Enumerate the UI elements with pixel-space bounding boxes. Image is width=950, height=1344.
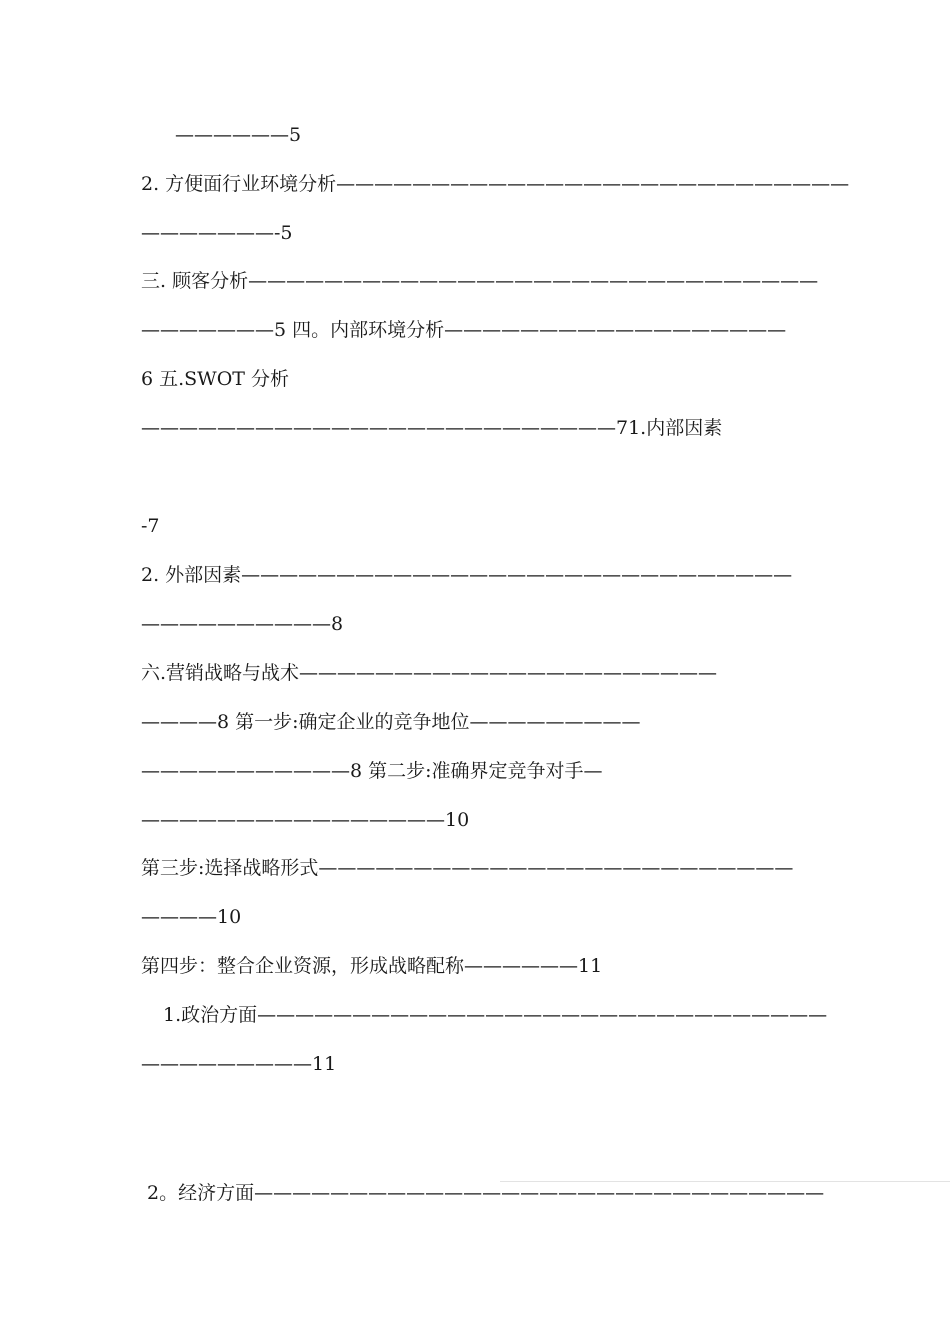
toc-line-4: 三. 顾客分析—————————————————————————————— (141, 270, 819, 292)
toc-line-13: ———————————8 第二步:准确界定竞争对手— (141, 760, 603, 782)
toc-line-15: 第三步:选择战略形式————————————————————————— (141, 857, 794, 879)
toc-line-9: 2. 外部因素————————————————————————————— (141, 564, 793, 586)
toc-line-7: —————————————————————————71.内部因素 (141, 417, 723, 439)
toc-line-11: 六.营销战略与战术—————————————————————— (141, 662, 718, 684)
toc-line-12: ————8 第一步:确定企业的竞争地位————————— (141, 711, 641, 733)
toc-line-5: ———————5 四。内部环境分析—————————————————— (141, 319, 787, 341)
toc-line-8: -7 (141, 515, 160, 537)
toc-line-16: ————10 (141, 906, 242, 928)
toc-line-1: ——————5 (175, 124, 302, 146)
toc-line-6: 6 五.SWOT 分析 (141, 368, 290, 390)
toc-line-14: ————————————————10 (141, 809, 470, 831)
toc-line-20: 2。经济方面—————————————————————————————— (147, 1182, 825, 1204)
toc-line-18: 1.政治方面—————————————————————————————— (163, 1004, 828, 1026)
toc-line-3: ———————-5 (141, 222, 293, 244)
toc-line-2: 2. 方便面行业环境分析——————————————————————————— (141, 173, 850, 195)
toc-line-10: ——————————8 (141, 613, 344, 635)
toc-line-19: —————————11 (141, 1053, 337, 1075)
toc-line-17: 第四步：整合企业资源，形成战略配称——————11 (141, 955, 603, 977)
